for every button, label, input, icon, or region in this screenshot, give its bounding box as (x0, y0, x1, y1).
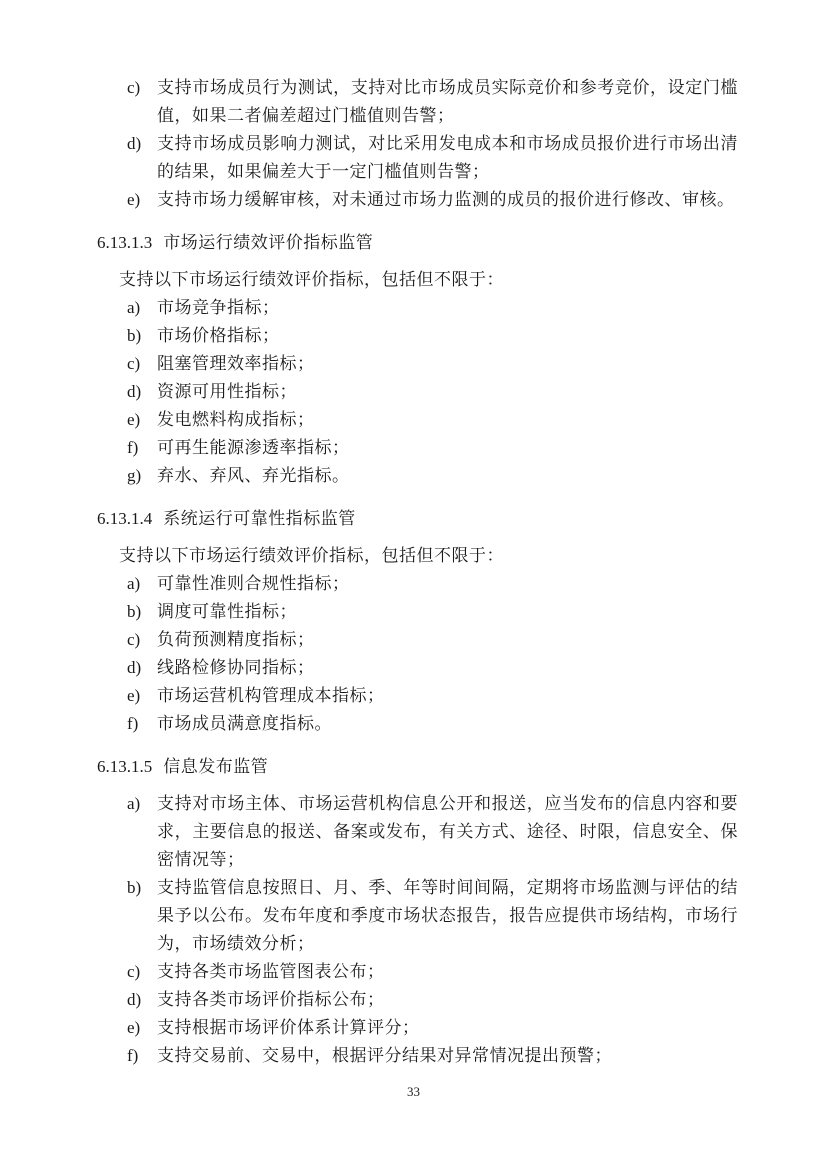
paragraph: 支持以下市场运行绩效评价指标，包括但不限于： (119, 546, 504, 565)
list-item (97, 958, 738, 986)
list-item-text: 线路检修协同指标； (157, 658, 315, 677)
list-item-marker: d) (127, 658, 142, 677)
list-item-text: 支持监管信息按照日、月、季、年等时间间隔，定期将市场监测与评估的结果予以公布。发布年度和季度市场状态报告，报告应提供市场结构，市场行为，市场绩效分析； (157, 878, 738, 953)
list-item-marker: a) (127, 794, 141, 813)
section-heading (97, 229, 738, 257)
list-item (97, 130, 738, 186)
page-number: 33 (407, 1084, 420, 1099)
list-item-text: 支持市场力缓解审核，对未通过市场力监测的成员的报价进行修改、审核。 (157, 190, 735, 209)
list-item (97, 350, 738, 378)
list-item (97, 434, 738, 462)
section-number: 6.13.1.5 (97, 757, 153, 776)
section-title: 系统运行可靠性指标监管 (163, 509, 356, 528)
list-item (97, 1042, 738, 1070)
list-item (97, 986, 738, 1014)
list-item-text: 资源可用性指标； (157, 382, 297, 401)
list-item-text: 市场运营机构管理成本指标； (157, 686, 385, 705)
list-item (97, 710, 738, 738)
list-item (97, 294, 738, 322)
list-item-text: 阻塞管理效率指标； (157, 354, 315, 373)
list-item-marker: f) (127, 714, 139, 733)
list-item-marker: c) (127, 78, 141, 97)
list-item-marker: f) (127, 438, 139, 457)
list-item (97, 654, 738, 682)
page-footer (0, 1084, 827, 1100)
list-item-text: 支持市场成员影响力测试，对比采用发电成本和市场成员报价进行市场出清的结果，如果偏差大于一定门槛值则告警； (157, 134, 738, 181)
list-item-marker: c) (127, 962, 141, 981)
list-item (97, 790, 738, 874)
list-item-marker: a) (127, 298, 141, 317)
list-item (97, 186, 738, 214)
list-item-marker: d) (127, 990, 142, 1009)
list-item-text: 市场成员满意度指标。 (157, 714, 332, 733)
list-item-marker: d) (127, 134, 142, 153)
list-item (97, 598, 738, 626)
list-item-marker: e) (127, 410, 141, 429)
list-item-text: 市场价格指标； (157, 326, 280, 345)
list-item-text: 负荷预测精度指标； (157, 630, 315, 649)
list-item (97, 570, 738, 598)
list-item-text: 支持交易前、交易中，根据评分结果对异常情况提出预警； (157, 1046, 612, 1065)
list-item (97, 682, 738, 710)
list-item (97, 406, 738, 434)
section-number: 6.13.1.3 (97, 233, 153, 252)
list-item-marker: b) (127, 602, 142, 621)
list-item-text: 支持对市场主体、市场运营机构信息公开和报送，应当发布的信息内容和要求，主要信息的报送、备案或发布，有关方式、途径、时限，信息安全、保密情况等； (157, 794, 738, 869)
list-item-text: 支持各类市场监管图表公布； (157, 962, 385, 981)
section-title: 信息发布监管 (163, 757, 269, 776)
section-number: 6.13.1.4 (97, 509, 153, 528)
list-item-text: 调度可靠性指标； (157, 602, 297, 621)
list-item-marker: e) (127, 1018, 141, 1037)
list-item-marker: e) (127, 686, 141, 705)
list-item-text: 可靠性准则合规性指标； (157, 574, 350, 593)
list-item-marker: d) (127, 382, 142, 401)
list-item (97, 462, 738, 490)
list-item-marker: e) (127, 190, 141, 209)
section-heading (97, 753, 738, 781)
list-item-text: 市场竞争指标； (157, 298, 280, 317)
list-item-text: 弃水、弃风、弃光指标。 (157, 466, 350, 485)
list-item-marker: c) (127, 354, 141, 373)
list-item (97, 626, 738, 654)
section-title: 市场运行绩效评价指标监管 (163, 233, 374, 252)
list-item-text: 发电燃料构成指标； (157, 410, 315, 429)
list-item-marker: a) (127, 574, 141, 593)
list-item-marker: c) (127, 630, 141, 649)
paragraph: 支持以下市场运行绩效评价指标，包括但不限于： (119, 270, 504, 289)
list-item-marker: b) (127, 878, 142, 897)
list-item-text: 支持各类市场评价指标公布； (157, 990, 385, 1009)
list-item (97, 322, 738, 350)
list-item (97, 874, 738, 958)
list-item-marker: g) (127, 466, 142, 485)
list-item-marker: b) (127, 326, 142, 345)
list-item-marker: f) (127, 1046, 139, 1065)
list-item (97, 378, 738, 406)
list-item-text: 支持市场成员行为测试，支持对比市场成员实际竞价和参考竞价，设定门槛值，如果二者偏差超过门槛值则告警； (157, 78, 738, 125)
page-content (97, 74, 738, 1070)
list-item-text: 支持根据市场评价体系计算评分； (157, 1018, 420, 1037)
section-heading (97, 505, 738, 533)
list-item (97, 74, 738, 130)
list-item (97, 1014, 738, 1042)
list-item-text: 可再生能源渗透率指标； (157, 438, 350, 457)
